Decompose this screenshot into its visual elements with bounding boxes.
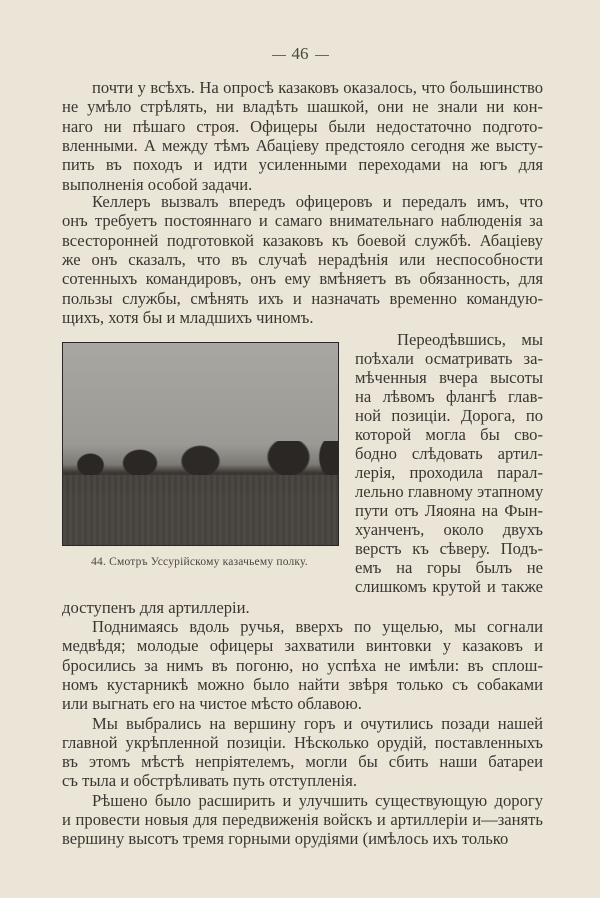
text-line: пути отъ Ляояна на Фын- bbox=[355, 501, 543, 520]
text-line: поѣхали осматривать за- bbox=[355, 349, 543, 368]
text-line: наго ни пѣшаго строя. Офицеры были недостаточно подгото- bbox=[62, 116, 543, 136]
text-line: емъ на горы былъ не bbox=[355, 558, 543, 577]
text-line: съ тыла и обстрѣливать путь отступленія. bbox=[62, 771, 358, 791]
text-line: слишкомъ крутой и также bbox=[355, 577, 543, 596]
text-line: вершину высотъ тремя горными орудіями (имѣлось ихъ только bbox=[62, 829, 509, 849]
text-line: лерія, проходила парал- bbox=[355, 463, 543, 482]
page-number: 46 bbox=[0, 44, 600, 64]
figure-caption: 44. Смотръ Уссурійскому казачьему полку. bbox=[91, 556, 308, 568]
text-line: Переодѣвшись, мы bbox=[397, 330, 543, 349]
text-line: на лѣвомъ флангѣ глав- bbox=[355, 387, 543, 406]
text-line: медвѣдя; молодые офицеры захватили винтовки у казаковъ и bbox=[62, 636, 543, 656]
text-line: сотенныхъ командировъ, онъ ему вмѣняетъ въ обязанность, для bbox=[62, 269, 543, 289]
text-line: и провести новыя для передвиженія войскъ и артиллеріи и—занять bbox=[62, 810, 543, 829]
text-line: не умѣло стрѣлять, ни владѣть шашкой, они не знали ни кон- bbox=[62, 97, 543, 117]
text-line: мѣченныя вчера высоты bbox=[355, 368, 543, 387]
text-line: верстъ къ сѣверу. Подъ- bbox=[355, 539, 543, 558]
text-line: номъ кустарникѣ можно было найти звѣря только съ собаками bbox=[62, 674, 543, 694]
text-line: Рѣшено было расширить и улучшить существующую дорогу bbox=[92, 790, 543, 810]
figure-photo bbox=[62, 342, 339, 546]
text-line: бодно слѣдовать артил- bbox=[355, 444, 543, 463]
text-line: выполненія особой задачи. bbox=[62, 174, 253, 194]
text-line: щихъ, хотя бы и младшихъ чиномъ. bbox=[62, 307, 314, 327]
text-line: которой могла бы сво- bbox=[355, 425, 543, 444]
text-line: всесторонней подготовкой казаковъ къ боевой службѣ. Абаціеву bbox=[62, 230, 543, 250]
text-line: пользы службы, смѣнять ихъ и назначать временно командую- bbox=[62, 288, 543, 308]
text-line: онъ требуетъ постояннаго и самаго внимательнаго наблюденія за bbox=[62, 211, 543, 231]
photo-field bbox=[63, 475, 338, 545]
text-line: или выгнать его на чистое мѣсто облавою. bbox=[62, 694, 362, 714]
text-line: бросились за нимъ въ погоню, но успѣха не имѣли: въ сплош- bbox=[62, 655, 543, 675]
text-line: ной позиціи. Дорога, по bbox=[355, 406, 543, 425]
text-line: почти у всѣхъ. На опросѣ казаковъ оказалось, что большинство bbox=[92, 78, 543, 97]
text-line: въ этомъ мѣстѣ непріятелемъ, могли бы сбить наши батареи bbox=[62, 752, 543, 772]
text-line: Мы выбрались на вершину горъ и очутились позади нашей bbox=[92, 713, 543, 733]
text-line: пить въ походъ и идти усиленными переходами на югъ для bbox=[62, 155, 543, 175]
text-line: Келлеръ вызвалъ впередъ офицеровъ и передалъ имъ, что bbox=[92, 192, 543, 211]
text-line: лельно главному этапному bbox=[355, 482, 544, 501]
text-line: же онъ сказалъ, что въ случаѣ нерадѣнія или неспособности bbox=[62, 249, 543, 269]
text-line: доступенъ для артиллеріи. bbox=[62, 598, 250, 617]
text-line: хуанченъ, около двухъ bbox=[355, 520, 543, 539]
text-line: главной укрѣпленной позиціи. Нѣсколько орудій, поставленныхъ bbox=[62, 732, 543, 752]
text-line: вленными. А между тѣмъ Абаціеву предстояло сегодня же высту- bbox=[62, 135, 543, 155]
text-line: Поднимаясь вдоль ручья, вверхъ по ущелью, мы согнали bbox=[92, 617, 543, 636]
